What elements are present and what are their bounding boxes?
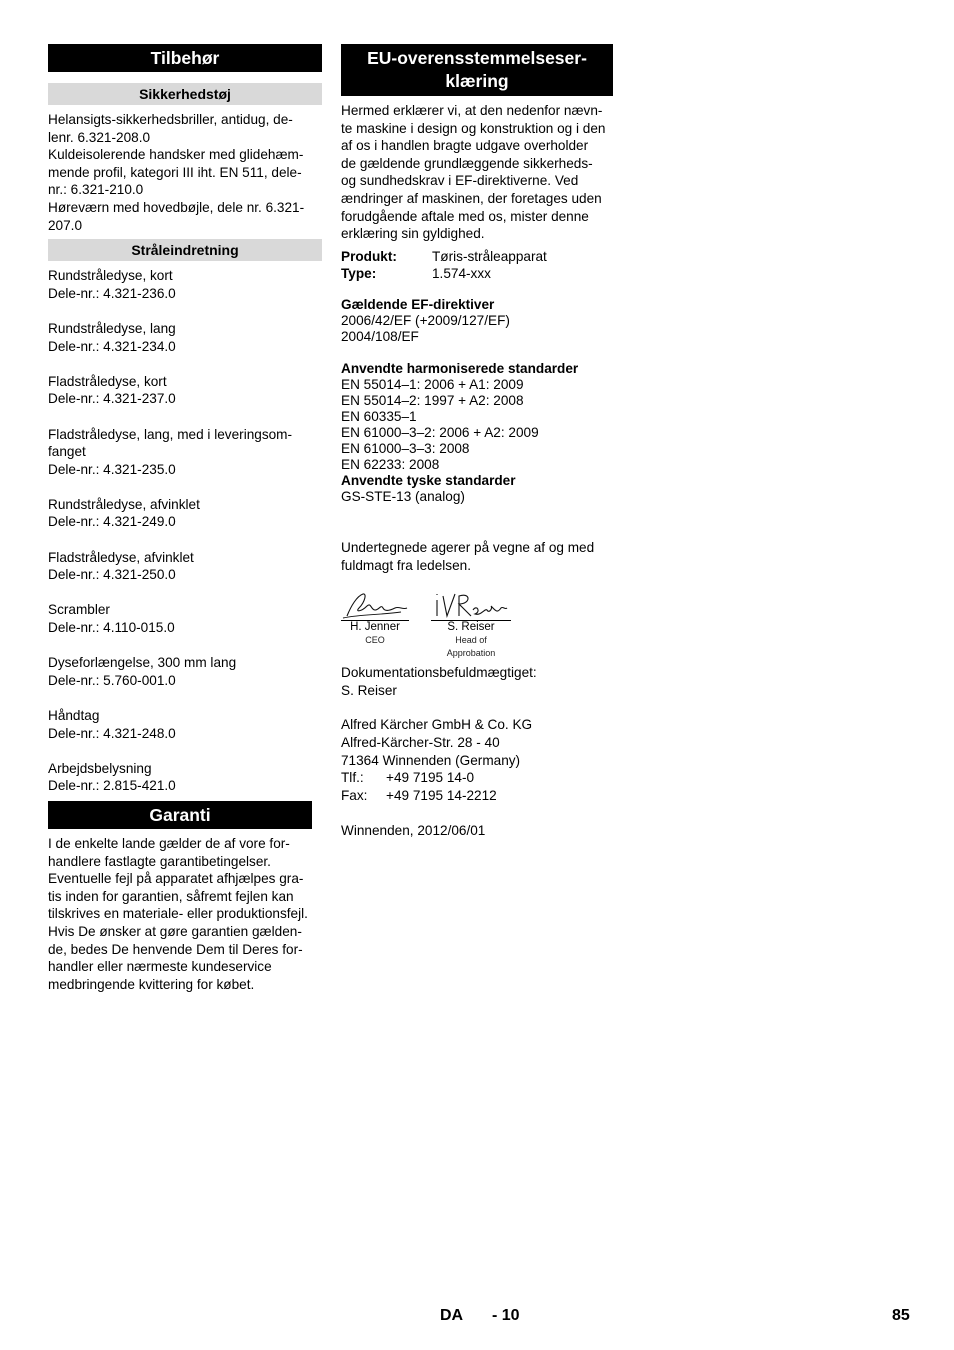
item-part-number: Dele-nr.: 5.760-001.0 <box>48 672 176 688</box>
directive-item: 2006/42/EF (+2009/127/EF) <box>341 312 510 328</box>
item-name: Rundstråledyse, afvinklet <box>48 496 200 512</box>
signature-block <box>341 588 409 647</box>
item-part-number: Dele-nr.: 4.321-237.0 <box>48 391 176 407</box>
phone-row <box>341 769 613 787</box>
company-address <box>341 716 613 804</box>
intro-line: Hermed erklærer vi, at den nedenfor nævn- <box>341 103 603 118</box>
place-date: Winnenden, 2012/06/01 <box>341 823 486 839</box>
intro-line: te maskine i design og konstruktion og i den <box>341 120 606 136</box>
signed-statement <box>341 539 613 574</box>
intro-line: af os i handlen bragte udgave overholder <box>341 138 589 154</box>
address-line: Alfred Kärcher GmbH & Co. KG <box>341 717 533 733</box>
garanti-text <box>48 835 322 993</box>
standard-item: EN 62233: 2008 <box>341 456 440 472</box>
fax-value: +49 7195 14-2212 <box>386 787 497 803</box>
german-title: Anvendte tyske standarder <box>341 472 516 488</box>
garanti-line: tilskrives en materiale- eller produktionsfejl. <box>48 906 308 922</box>
type-row <box>341 265 613 283</box>
directives-title: Gældende EF-direktiver <box>341 296 495 312</box>
tilbehor-heading: Tilbehør <box>48 44 322 72</box>
left-column <box>48 44 322 993</box>
standard-item: EN 61000–3–3: 2008 <box>341 440 470 456</box>
directives-section <box>341 297 613 345</box>
item-name: Arbejdsbelysning <box>48 760 152 776</box>
item-name: Håndtag <box>48 708 100 723</box>
list-item <box>48 320 322 355</box>
item-part-number: Dele-nr.: 4.321-234.0 <box>48 338 176 354</box>
doc-label: Dokumentationsbefuldmægtiget: <box>341 665 537 681</box>
handwritten-signature-icon <box>341 588 411 620</box>
garanti-line: de, bedes De henvende Dem til Deres for- <box>48 941 303 957</box>
garanti-line: Eventuelle fejl på apparatet afhjælpes gra- <box>48 871 304 887</box>
intro-line: og sundhedskrav i EF-direktiverne. Ved <box>341 173 579 189</box>
standard-item: EN 61000–3–2: 2006 + A2: 2009 <box>341 424 539 440</box>
safety-line: Høreværn med hovedbøjle, dele nr. 6.321- <box>48 199 305 215</box>
signatory-name: S. Reiser <box>447 621 495 634</box>
item-name: Fladstråledyse, afvinklet <box>48 549 194 565</box>
safety-line: mende profil, kategori III iht. EN 511, dele- <box>48 164 302 180</box>
heading-line: klæring <box>445 71 509 91</box>
safety-line: lenr. 6.321-208.0 <box>48 129 151 145</box>
footer-language: DA <box>440 1307 464 1324</box>
garanti-line: tis inden for garantien, såfremt fejlen kan <box>48 888 294 904</box>
garanti-line: handlere fastlagte garantibetingelser. <box>48 853 271 869</box>
product-row <box>341 248 613 266</box>
item-part-number: Dele-nr.: 4.321-249.0 <box>48 514 176 530</box>
garanti-line: I de enkelte lande gælder de af vore for- <box>48 835 290 851</box>
garanti-heading: Garanti <box>48 801 312 829</box>
doc-name: S. Reiser <box>341 682 397 698</box>
address-line: Alfred-Kärcher-Str. 28 - 40 <box>341 734 500 750</box>
product-value: Tøris-stråleapparat <box>432 248 547 264</box>
safety-line: nr.: 6.321-210.0 <box>48 182 144 198</box>
standard-item: EN 55014–1: 2006 + A1: 2009 <box>341 376 524 392</box>
fax-row <box>341 787 613 805</box>
list-item <box>48 549 322 584</box>
item-name-continued: fanget <box>48 444 86 460</box>
declaration-intro <box>341 102 613 243</box>
item-name: Rundstråledyse, kort <box>48 268 173 284</box>
blasting-list <box>48 267 322 795</box>
standard-item: EN 60335–1 <box>341 408 417 424</box>
item-name: Fladstråledyse, kort <box>48 373 167 389</box>
sikkerhedstoj-heading: Sikkerhedstøj <box>48 83 322 105</box>
signatory-role: CEO <box>365 635 385 646</box>
address-line: 71364 Winnenden (Germany) <box>341 752 521 768</box>
statement-line: fuldmagt fra ledelsen. <box>341 557 471 573</box>
intro-line: de gældende grundlæggende sikkerheds- <box>341 155 593 171</box>
garanti-line: Hvis De ønsker at gøre garantien gælden- <box>48 923 302 939</box>
signatory-role: Head of Approbation <box>446 635 496 659</box>
intro-line: ændringer af maskinen, der foretages uden <box>341 190 602 206</box>
item-part-number: Dele-nr.: 4.321-250.0 <box>48 567 176 583</box>
type-value: 1.574-xxx <box>432 266 491 282</box>
safety-line: Helansigts-sikkerhedsbriller, antidug, de- <box>48 112 293 127</box>
list-item <box>48 760 322 795</box>
phone-value: +49 7195 14-0 <box>386 770 475 786</box>
safety-line: Kuldeisolerende handsker med glidehæm- <box>48 147 304 163</box>
heading-line: EU-overensstemmelseser- <box>367 48 587 68</box>
handwritten-signature-icon <box>431 588 511 620</box>
item-part-number: Dele-nr.: 4.321-236.0 <box>48 285 176 301</box>
list-item <box>48 707 322 742</box>
signatures <box>341 588 613 659</box>
item-name: Rundstråledyse, lang <box>48 320 176 336</box>
footer-section: - 10 <box>492 1307 520 1324</box>
item-name: Dyseforlængelse, 300 mm lang <box>48 655 237 671</box>
garanti-line: handler eller nærmeste kundeservice <box>48 959 272 975</box>
list-item <box>48 426 322 479</box>
intro-line: erklæring sin gyldighed. <box>341 226 485 242</box>
list-item <box>48 496 322 531</box>
documentation-officer <box>341 664 613 699</box>
item-part-number: Dele-nr.: 4.110-015.0 <box>48 620 175 636</box>
product-label: Produkt: <box>341 248 397 264</box>
directive-item: 2004/108/EF <box>341 328 419 344</box>
signatory-name: H. Jenner <box>350 621 400 634</box>
straaleindretning-heading: Stråleindretning <box>48 239 322 261</box>
list-item <box>48 601 322 636</box>
right-column <box>341 44 613 840</box>
harmonised-title: Anvendte harmoniserede standarder <box>341 360 579 376</box>
eu-declaration-heading <box>341 44 613 96</box>
fax-label: Fax: <box>341 787 368 803</box>
item-part-number: Dele-nr.: 2.815-421.0 <box>48 778 176 794</box>
type-label: Type: <box>341 266 377 282</box>
safety-text <box>48 111 322 234</box>
intro-line: forudgående aftale med os, mister denne <box>341 208 589 224</box>
footer-page-number: 85 <box>892 1307 910 1324</box>
garanti-line: medbringende kvittering for købet. <box>48 976 255 992</box>
item-part-number: Dele-nr.: 4.321-248.0 <box>48 725 176 741</box>
signature-block <box>431 588 511 660</box>
statement-line: Undertegnede agerer på vegne af og med <box>341 539 595 555</box>
item-name: Scrambler <box>48 602 110 618</box>
list-item <box>48 373 322 408</box>
list-item <box>48 654 322 689</box>
standard-item: EN 55014–2: 1997 + A2: 2008 <box>341 392 524 408</box>
product-info <box>341 248 613 283</box>
safety-line: 207.0 <box>48 217 83 233</box>
item-part-number: Dele-nr.: 4.321-235.0 <box>48 461 176 477</box>
list-item <box>48 267 322 302</box>
phone-label: Tlf.: <box>341 770 364 786</box>
standard-item: GS-STE-13 (analog) <box>341 488 465 504</box>
harmonised-section <box>341 361 613 505</box>
item-name: Fladstråledyse, lang, med i leveringsom- <box>48 426 293 442</box>
